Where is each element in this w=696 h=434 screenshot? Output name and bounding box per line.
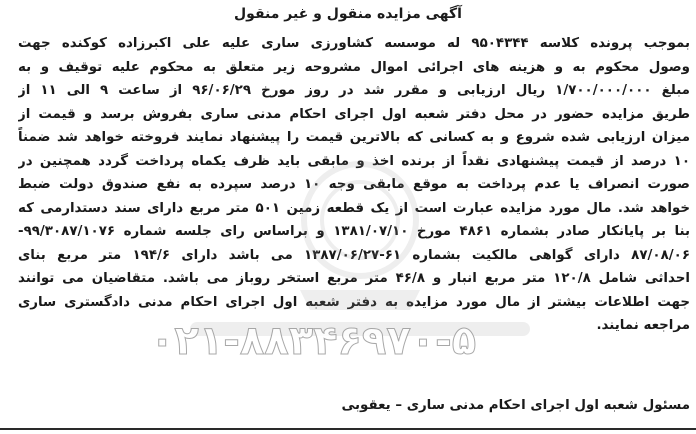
body-line: خواهد شد. مال مورد مزایده عبارت است از یک قطعه زمین ۵۰۱ متر مربع دارای سند دستدارمی که — [18, 200, 690, 216]
body-line: مبلغ ۱/۷۰۰/۰۰۰/۰۰۰ ریال ارزیابی و مقرر شد در روز مورخ ۹۶/۰۶/۲۹ از ساعت ۹ الی ۱۱ از — [18, 83, 690, 98]
signature-line: مسئول شعبه اول اجرای احکام مدنی ساری – یعقوبی — [341, 398, 690, 413]
body-line: ۸۷/۰۸/۰۶ دارای گواهی مالکیت بشماره ۶۱-۱۳۸۷/۰۶/۲۷ می باشد دارای ۱۹۴/۶ متر مربع بنای — [18, 247, 690, 263]
notice-body — [18, 32, 690, 338]
body-line: مراجعه نمایند. — [596, 318, 690, 333]
body-line: بنا بر پایانکار صادر بشماره ۴۸۶۱ مورخ ۱۳۸۱/۰۷/۱۰ و براساس رای جلسه شماره ۹۹/۳۰۸۷/۱۰۷۶- — [18, 224, 690, 239]
body-line: جهت اطلاعات بیشتر از مال مورد مزایده به دفتر شعبه اول اجرای احکام مدنی دادگستری ساری — [18, 294, 690, 310]
body-line: بموجب پرونده کلاسه ۹۵۰۴۳۴۴ له موسسه کشاورزی ساری علیه علی اکبرزاده کوکنده جهت — [18, 36, 690, 51]
body-line: وصول محکوم به و هزینه های اجرائی اموال مشروحه زیر متعلق به محکوم علیه توقیف و به — [18, 59, 690, 75]
body-line: صورت انصراف یا عدم پرداخت به موقع مابقی وجه ۱۰ درصد سپرده به نفع صندوق دولت ضبط — [18, 177, 690, 192]
notice-title: آگهی مزایده منقول و غیر منقول — [234, 6, 462, 22]
body-line: احداثی شامل ۱۲۰/۸ متر مربع انبار و ۴۶/۸ متر مربع استخر روباز می باشد. متقاضیان می توانند — [18, 271, 690, 286]
bottom-divider — [0, 428, 696, 430]
body-line: ۱۰ درصد از قیمت پیشنهادی نقداً از برنده اخذ و مابقی باید ظرف یکماه پرداخت گردد همچنین در — [18, 153, 690, 169]
watermark-phone: ۰۲۱-۸۸۳۴۶۹۷۰-۵ — [150, 318, 477, 364]
body-line: طریق مزایده حضور در محل دفتر شعبه اول اجرای احکام مدنی ساری بفروش برسد و قیمت از — [18, 106, 690, 122]
body-line: میزان ارزیابی شده شروع و به کسانی که بالاترین قیمت را پیشنهاد نمایند فروخته خواهد شد ضمناً — [18, 130, 690, 145]
